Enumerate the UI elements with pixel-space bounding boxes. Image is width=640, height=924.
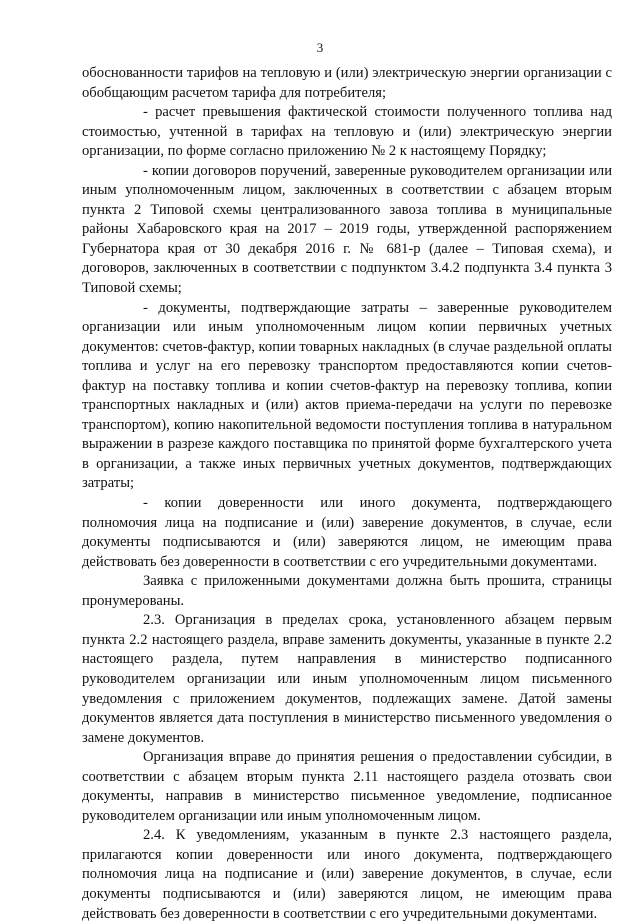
document-body (82, 64, 612, 924)
paragraph-power-of-attorney: - копии доверенности или иного документа, подтверждающего полномочия лица на подписание и (или) заверение документов, в случае, если документы подписываются и (или) заверяются лицом, не имеющим права действовать без доверенности в соответствии с его учредительными документами. (82, 495, 612, 570)
paragraph-application-binding: Заявка с приложенными документами должна быть прошита, страницы пронумерованы. (82, 573, 612, 609)
paragraph-commission-contracts: - копии договоров поручений, заверенные руководителем организации или иным уполномоченным лицом, заключенных в соответствии с абзацем вторым пункта 2 Типовой схемы централизованного завоза топлива в муниципальные районы Хабаровского края на 2017 – 2019 годы, утвержденной распоряжением Губернатора края от 30 декабря 2016 г. № 681-р (далее – Типовая схема), и договоров, заключенных в соответствии с подпунктом 3.4.2 подпункта 3.4 пункта 3 Типовой схемы; (82, 162, 612, 297)
page-number: 3 (316, 40, 324, 55)
paragraph-excess-cost-calculation: - расчет превышения фактической стоимости полученного топлива над стоимостью, учтенной в тарифах на тепловую и (или) электрическую энергии организации, по форме согласно приложению № 2 к настоящему Порядку; (82, 104, 612, 160)
paragraph-document-withdrawal: Организация вправе до принятия решения о предоставлении субсидии, в соответствии с абзацем вторым пункта 2.11 настоящего раздела отозвать свои документы, направив в министерство письменное уведомление, подписанное руководителем организации или иным уполномоченным лицом. (82, 749, 612, 824)
paragraph-justification-continuation: обоснованности тарифов на тепловую и (или) электрическую энергии организации с обобщающим расчетом тарифа для потребителя; (82, 65, 612, 101)
paragraph-clause-2-4: 2.4. К уведомлениям, указанным в пункте 2.3 настоящего раздела, прилагаются копии доверенности или иного документа, подтверждающего полномочия лица на подписание и (или) заверение документов, в случае, если документы подписываются и (или) заверяются лицом, не имеющим права действовать без доверенности в соответствии с его учредительными документами. (82, 827, 612, 922)
paragraph-clause-2-3: 2.3. Организация в пределах срока, установленного абзацем первым пункта 2.2 настоящего раздела, вправе заменить документы, указанные в пункте 2.2 настоящего раздела, путем направления в министерство подписанного руководителем организации или иным уполномоченным лицом письменного уведомления с приложением документов, подлежащих замене. Датой замены документов является дата поступления в министерство письменного уведомления о замене документов. (82, 612, 612, 746)
paragraph-cost-documents: - документы, подтверждающие затраты – заверенные руководителем организации или иным уполномоченным лицом копии первичных учетных документов: счетов-фактур, копии товарных накладных (в случае раздельной оплаты топлива и услуг на его перевозку транспортом предоставляются копии счетов-фактур на поставку топлива и копии счетов-фактур на перевозку топлива, копии транспортных накладных и (или) актов приема-передачи на услуги по перевозке транспортом), копию накопительной ведомости поступления топлива в натуральном выражении в разрезе каждого поставщика по принятой форме бухгалтерского учета в организации, а также иных первичных учетных документов, подтверждающих затраты; (82, 299, 612, 492)
